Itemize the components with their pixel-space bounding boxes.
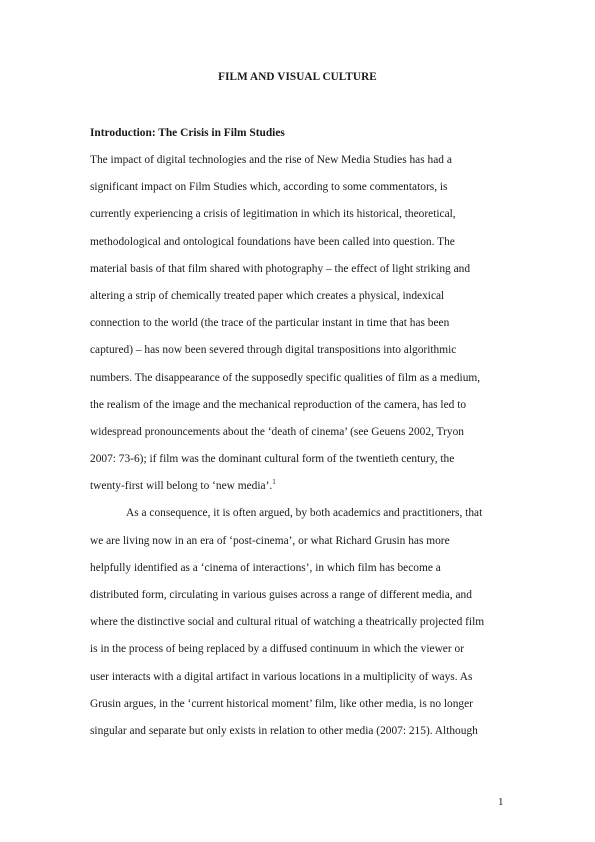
section-heading: Introduction: The Crisis in Film Studies: [90, 127, 285, 139]
text-line: material basis of that film shared with photography – the effect of light striking and: [90, 262, 471, 275]
footnote-marker[interactable]: 1: [272, 478, 276, 487]
page-number: 1: [498, 796, 504, 808]
text-line: methodological and ontological foundations have been called into question. The: [90, 235, 455, 248]
text-line: we are living now in an era of ‘post-cinema’, or what Richard Grusin has more: [90, 534, 450, 547]
text-line: where the distinctive social and cultural ritual of watching a theatrically projected film: [90, 616, 485, 629]
text-line: the realism of the image and the mechanical reproduction of the camera, has led to: [90, 398, 467, 411]
text-line: currently experiencing a crisis of legitimation in which its historical, theoretical,: [90, 208, 456, 221]
text-line: altering a strip of chemically treated paper which creates a physical, indexical: [90, 289, 445, 302]
paragraph-1: [90, 153, 510, 506]
body-text: [90, 153, 510, 751]
text-line: numbers. The disappearance of the supposedly specific qualities of film as a medium,: [90, 371, 481, 384]
text-line-last: [90, 479, 510, 506]
paragraph-2: [90, 506, 510, 751]
text-line: Grusin argues, in the ‘current historical moment’ film, like other media, is no longer: [90, 697, 473, 710]
text-line: The impact of digital technologies and the rise of New Media Studies has had a: [90, 154, 452, 166]
text-line: user interacts with a digital artifact in various locations in a multiplicity of ways. As: [90, 670, 473, 683]
document-title: FILM AND VISUAL CULTURE: [218, 71, 377, 83]
text-line: widespread pronouncements about the ‘death of cinema’ (see Geuens 2002, Tryon: [90, 425, 464, 438]
text-line: significant impact on Film Studies which, according to some commentators, is: [90, 181, 448, 194]
text-line: is in the process of being replaced by a diffused continuum in which the viewer or: [90, 643, 464, 656]
text-line: As a consequence, it is often argued, by both academics and practitioners, that: [126, 507, 483, 520]
text-line: connection to the world (the trace of the particular instant in time that has been: [90, 317, 450, 330]
text-line: captured) – has now been severed through digital transpositions into algorithmic: [90, 344, 457, 357]
text-line: distributed form, circulating in various guises across a range of different media, and: [90, 589, 472, 601]
text-line: helpfully identified as a ‘cinema of interactions’, in which film has become a: [90, 561, 441, 574]
text-line: twenty-first will belong to ‘new media’.: [90, 480, 273, 493]
text-line: singular and separate but only exists in relation to other media (2007: 215). Although: [90, 724, 478, 737]
text-line: 2007: 73-6); if film was the dominant cultural form of the twentieth century, the: [90, 453, 455, 466]
